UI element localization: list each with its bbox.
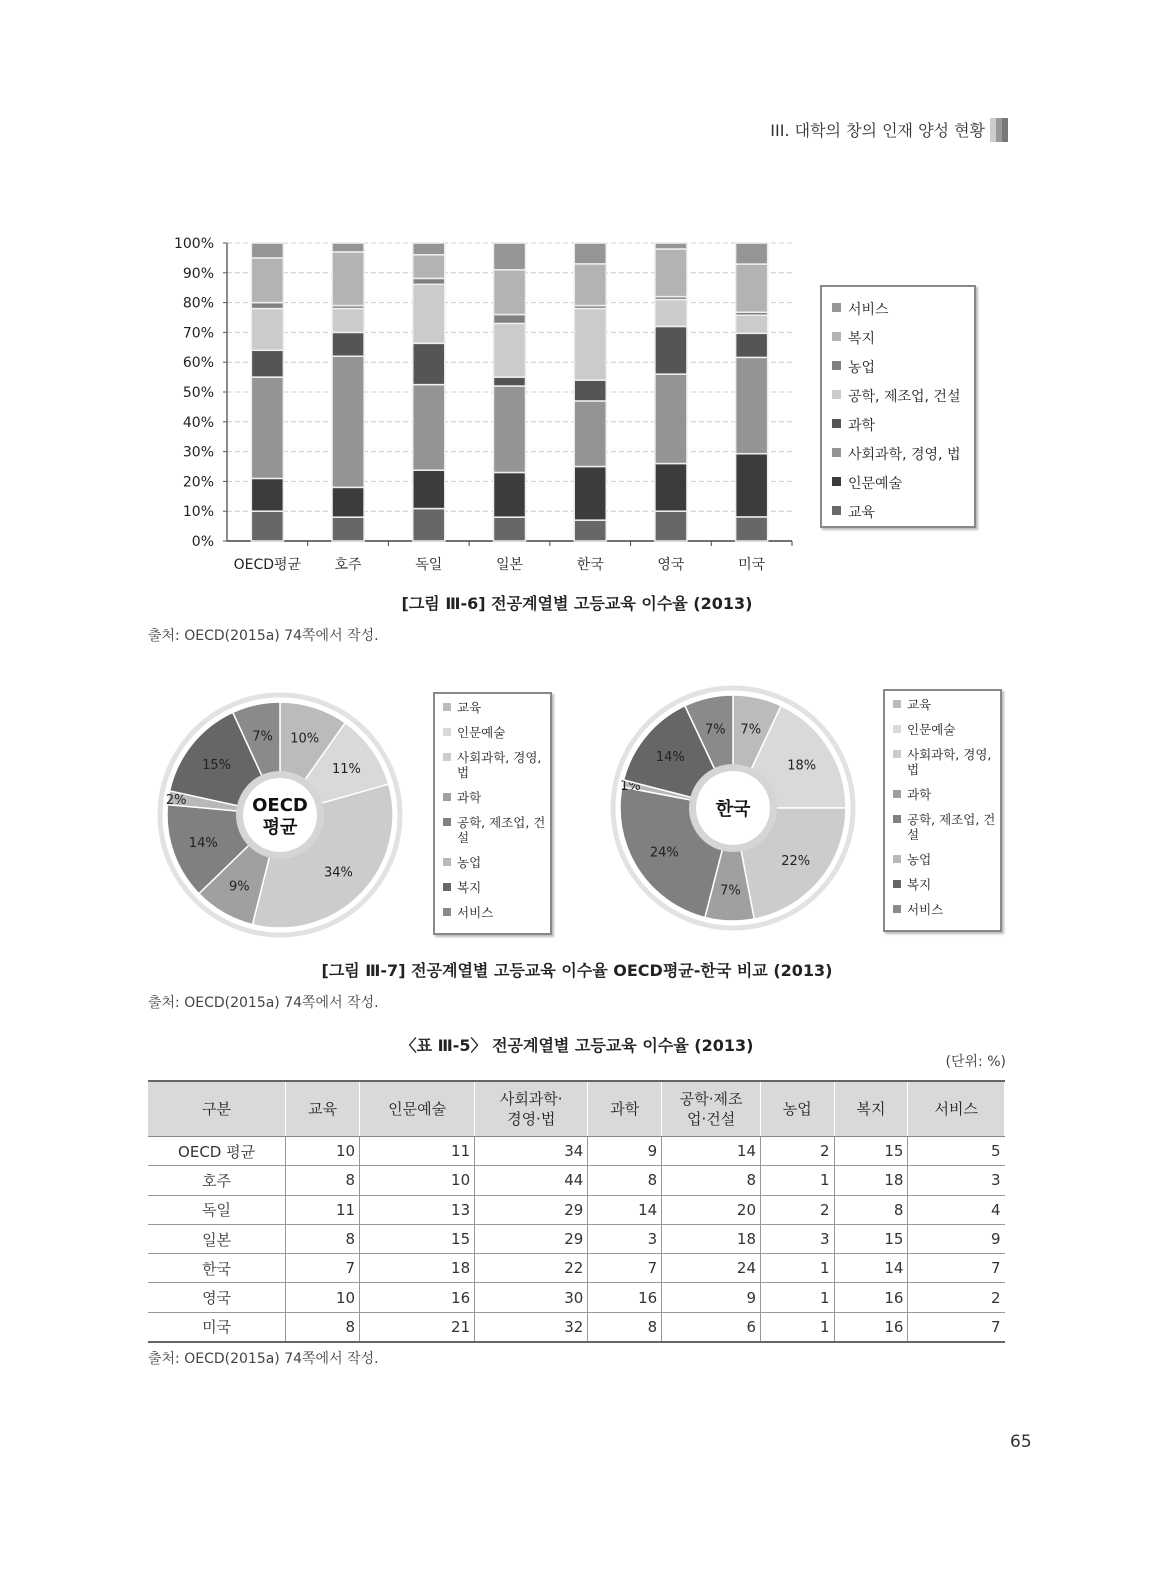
bar-segment <box>655 511 687 541</box>
pie-label: 14% <box>655 750 685 766</box>
legend-item <box>893 722 1000 737</box>
table-cell: 10 <box>286 1137 360 1166</box>
bar-segment <box>332 243 364 252</box>
pie-label: 14% <box>188 836 218 852</box>
table-row <box>148 1137 1005 1166</box>
table-row <box>148 1224 1005 1253</box>
table-row <box>148 1254 1005 1283</box>
legend-item <box>893 877 1000 892</box>
table-cell: 11 <box>286 1195 360 1224</box>
legend-item <box>832 328 974 348</box>
pie-label: 22% <box>781 853 811 869</box>
bar-segment <box>251 377 283 478</box>
legend-item <box>832 444 974 464</box>
legend-label: 사회과학, 경영, 법 <box>457 750 542 780</box>
legend-item <box>832 357 974 377</box>
legend-swatch <box>443 883 451 891</box>
bar-segment <box>251 478 283 511</box>
bar-segment <box>413 284 445 343</box>
oecd-pie-legend <box>433 692 552 935</box>
legend-item <box>443 855 550 870</box>
bar-segment <box>494 243 526 270</box>
legend-item <box>893 812 1000 842</box>
legend-item <box>832 502 974 522</box>
column-header: 인문예술 <box>360 1081 475 1137</box>
legend-label: 교육 <box>907 697 932 712</box>
table-cell: 4 <box>908 1195 1005 1224</box>
table-cell: 16 <box>360 1283 475 1312</box>
table-cell: 3 <box>588 1224 662 1253</box>
table-cell: 44 <box>475 1166 588 1195</box>
table-cell: 11 <box>360 1137 475 1166</box>
pie-label: 7% <box>720 883 741 899</box>
legend-item <box>893 697 1000 712</box>
running-header: III. 대학의 창의 인재 양성 현황 <box>770 121 985 140</box>
bar-segment <box>413 255 445 279</box>
x-tick-label: 일본 <box>495 557 524 573</box>
column-header: 교육 <box>286 1081 360 1137</box>
table-cell: 21 <box>360 1312 475 1342</box>
table-cell: 영국 <box>148 1283 286 1312</box>
legend-label: 과학 <box>907 787 932 802</box>
legend-label: 사회과학, 경영, 법 <box>907 747 992 777</box>
bar-segment <box>494 472 526 517</box>
bar-segment <box>574 309 606 381</box>
table-cell: 7 <box>908 1254 1005 1283</box>
bar-segment <box>736 243 768 264</box>
x-tick-label: 독일 <box>415 557 443 573</box>
legend-swatch <box>443 818 451 826</box>
bar-segment <box>655 464 687 512</box>
bar-chart-legend <box>820 285 976 528</box>
bar-segment <box>736 357 768 453</box>
column-header: 공학·제조 업·건설 <box>662 1081 761 1137</box>
y-tick-label: 70% <box>182 325 214 342</box>
x-tick-label: 미국 <box>738 557 766 573</box>
y-tick-label: 60% <box>182 355 214 372</box>
bar-segment <box>413 470 445 508</box>
table-cell: 8 <box>662 1166 761 1195</box>
y-tick-label: 80% <box>182 295 214 312</box>
y-tick-label: 90% <box>182 265 214 282</box>
y-tick-label: 50% <box>182 385 214 401</box>
y-tick-label: 10% <box>182 504 214 521</box>
legend-swatch <box>832 390 841 399</box>
bar-segment <box>332 332 364 356</box>
table-cell: 10 <box>360 1166 475 1195</box>
table-cell: 32 <box>475 1312 588 1342</box>
legend-item <box>443 905 550 920</box>
bar-segment <box>574 380 606 401</box>
legend-label: 교육 <box>457 700 482 715</box>
legend-label: 서비스 <box>907 902 944 917</box>
legend-swatch <box>893 815 901 823</box>
table-cell: 8 <box>588 1166 662 1195</box>
legend-label: 인문예술 <box>907 722 956 737</box>
table-cell: 8 <box>834 1195 908 1224</box>
bar-segment <box>494 386 526 472</box>
bar-segment <box>251 303 283 309</box>
bar-segment <box>655 326 687 374</box>
legend-swatch <box>443 858 451 866</box>
legend-swatch <box>893 855 901 863</box>
legend-swatch <box>443 728 451 736</box>
legend-swatch <box>443 793 451 801</box>
figure7-source: 출처: OECD(2015a) 74쪽에서 작성. <box>148 995 379 1011</box>
legend-swatch <box>832 332 841 341</box>
table-cell: 18 <box>834 1166 908 1195</box>
bar-segment <box>251 309 283 351</box>
table-cell: 1 <box>761 1312 835 1342</box>
legend-swatch <box>893 905 901 913</box>
pie-label: 24% <box>649 845 679 861</box>
legend-item <box>893 747 1000 777</box>
pie-center-label: 한국 <box>715 799 751 820</box>
table-cell: 호주 <box>148 1166 286 1195</box>
legend-swatch <box>832 506 841 515</box>
legend-swatch <box>893 750 901 758</box>
table-cell: 9 <box>908 1224 1005 1253</box>
bar-segment <box>332 487 364 517</box>
x-tick-label: 한국 <box>576 557 604 573</box>
column-header: 복지 <box>834 1081 908 1137</box>
pie-label: 15% <box>202 757 232 773</box>
table-cell: 18 <box>662 1224 761 1253</box>
bar-segment <box>574 401 606 467</box>
bar-segment <box>574 467 606 521</box>
pie-label: 1% <box>620 779 641 795</box>
table-cell: 9 <box>588 1137 662 1166</box>
bar-segment <box>251 511 283 541</box>
figure7-caption: [그림 Ⅲ-7] 전공계열별 고등교육 이수율 OECD평균-한국 비교 (2013) <box>321 961 833 980</box>
legend-label: 농업 <box>907 852 932 867</box>
table-row <box>148 1166 1005 1195</box>
pie-label: 34% <box>323 865 353 881</box>
korea-pie-legend <box>883 689 1002 932</box>
legend-item <box>443 725 550 740</box>
bar-segment <box>574 264 606 306</box>
pie-label: 9% <box>229 879 250 895</box>
table-cell: 1 <box>761 1283 835 1312</box>
legend-swatch <box>832 361 841 370</box>
table-cell: 7 <box>588 1254 662 1283</box>
table-cell: 8 <box>286 1312 360 1342</box>
pie-label: 10% <box>290 731 320 747</box>
bar-segment <box>494 377 526 386</box>
table-cell: 16 <box>588 1283 662 1312</box>
legend-label: 과학 <box>457 790 482 805</box>
bar-segment <box>251 350 283 377</box>
pie-center-label: OECD <box>252 795 308 816</box>
bar-segment <box>736 517 768 541</box>
legend-swatch <box>443 703 451 711</box>
legend-label: 공학, 제조업, 건설 <box>907 812 996 842</box>
pie-label: 7% <box>740 722 762 738</box>
x-tick-label: OECD평균 <box>233 557 302 573</box>
table-source: 출처: OECD(2015a) 74쪽에서 작성. <box>148 1351 379 1367</box>
legend-label: 사회과학, 경영, 법 <box>848 447 961 463</box>
y-tick-label: 40% <box>182 414 214 431</box>
table-cell: 16 <box>834 1283 908 1312</box>
table-cell: 8 <box>286 1224 360 1253</box>
table-cell: 한국 <box>148 1254 286 1283</box>
bar-segment <box>413 243 445 255</box>
table-row <box>148 1195 1005 1224</box>
pie-label: 18% <box>787 758 817 774</box>
legend-label: 서비스 <box>457 905 494 920</box>
legend-item <box>832 386 974 406</box>
table-cell: 9 <box>662 1283 761 1312</box>
table-cell: 3 <box>761 1224 835 1253</box>
bar-segment <box>574 520 606 541</box>
legend-item <box>832 415 974 435</box>
legend-label: 농업 <box>848 360 876 376</box>
legend-label: 인문예술 <box>848 476 903 492</box>
table-cell: 20 <box>662 1195 761 1224</box>
pie-label: 7% <box>704 722 726 738</box>
table-cell: 8 <box>286 1166 360 1195</box>
legend-swatch <box>832 419 841 428</box>
legend-item <box>893 787 1000 802</box>
legend-label: 교육 <box>848 505 876 521</box>
bar-segment <box>251 258 283 303</box>
legend-swatch <box>832 303 841 312</box>
legend-swatch <box>893 790 901 798</box>
bar-segment <box>494 323 526 377</box>
table-cell: 일본 <box>148 1224 286 1253</box>
legend-swatch <box>893 700 901 708</box>
bar-segment <box>736 333 768 357</box>
bar-segment <box>494 517 526 541</box>
y-tick-label: 0% <box>191 534 214 550</box>
table-cell: 18 <box>360 1254 475 1283</box>
y-tick-label: 20% <box>182 474 214 491</box>
data-table <box>148 1080 1005 1343</box>
legend-swatch <box>893 880 901 888</box>
page-number: 65 <box>1010 1432 1032 1452</box>
table-cell: 34 <box>475 1137 588 1166</box>
legend-item <box>443 750 550 780</box>
legend-item <box>893 852 1000 867</box>
legend-label: 복지 <box>848 331 876 347</box>
table-cell: 7 <box>908 1312 1005 1342</box>
table-cell: 2 <box>908 1283 1005 1312</box>
legend-item <box>443 880 550 895</box>
bar-segment <box>413 385 445 471</box>
table-cell: 7 <box>286 1254 360 1283</box>
bar-segment <box>332 252 364 306</box>
figure6-source: 출처: OECD(2015a) 74쪽에서 작성. <box>148 628 379 644</box>
table-cell: 6 <box>662 1312 761 1342</box>
legend-swatch <box>443 908 451 916</box>
bar-segment <box>574 243 606 264</box>
legend-item <box>832 299 974 319</box>
pie-label: 2% <box>165 792 187 808</box>
bar-segment <box>413 343 445 384</box>
bar-segment <box>332 309 364 333</box>
legend-item <box>832 473 974 493</box>
table-cell: 15 <box>834 1137 908 1166</box>
bar-segment <box>494 270 526 315</box>
legend-swatch <box>443 753 451 761</box>
legend-label: 공학, 제조업, 건설 <box>457 815 546 845</box>
x-tick-label: 호주 <box>334 557 362 573</box>
table-cell: 15 <box>834 1224 908 1253</box>
pie-label: 7% <box>252 729 273 745</box>
table-cell: 16 <box>834 1312 908 1342</box>
table-cell: 10 <box>286 1283 360 1312</box>
legend-label: 복지 <box>907 877 932 892</box>
legend-label: 복지 <box>457 880 482 895</box>
pie-center-label: 평균 <box>262 817 298 838</box>
legend-swatch <box>832 477 841 486</box>
legend-item <box>893 902 1000 917</box>
table-cell: 29 <box>475 1195 588 1224</box>
bar-segment <box>251 243 283 258</box>
bar-segment <box>736 264 768 312</box>
bar-segment <box>413 509 445 541</box>
legend-label: 과학 <box>848 418 876 434</box>
column-header: 서비스 <box>908 1081 1005 1137</box>
legend-label: 서비스 <box>848 302 889 318</box>
table-cell: 29 <box>475 1224 588 1253</box>
table-row <box>148 1312 1005 1342</box>
column-header: 사회과학· 경영·법 <box>475 1081 588 1137</box>
table-cell: 1 <box>761 1254 835 1283</box>
pie-label: 11% <box>331 761 361 777</box>
table-row <box>148 1283 1005 1312</box>
table-cell: 2 <box>761 1195 835 1224</box>
table-cell: 15 <box>360 1224 475 1253</box>
table-cell: 24 <box>662 1254 761 1283</box>
x-tick-label: 영국 <box>657 557 685 573</box>
bar-segment <box>494 315 526 324</box>
column-header: 과학 <box>588 1081 662 1137</box>
bar-segment <box>655 249 687 297</box>
bar-segment <box>332 356 364 487</box>
table-cell: 1 <box>761 1166 835 1195</box>
table-cell: 13 <box>360 1195 475 1224</box>
table-title: 〈표 Ⅲ-5〉 전공계열별 고등교육 이수율 (2013) <box>400 1036 754 1055</box>
table-cell: 14 <box>588 1195 662 1224</box>
bar-segment <box>332 517 364 541</box>
bar-segment <box>413 278 445 284</box>
table-cell: 30 <box>475 1283 588 1312</box>
table-cell: 3 <box>908 1166 1005 1195</box>
legend-item <box>443 815 550 845</box>
table-cell: 5 <box>908 1137 1005 1166</box>
bar-segment <box>655 243 687 249</box>
y-tick-label: 100% <box>173 236 214 252</box>
table-unit: (단위: %) <box>945 1054 1006 1070</box>
legend-label: 공학, 제조업, 건설 <box>848 389 961 405</box>
bar-segment <box>655 374 687 463</box>
bar-segment <box>736 454 768 517</box>
column-header: 농업 <box>761 1081 835 1137</box>
legend-swatch <box>832 448 841 457</box>
legend-item <box>443 790 550 805</box>
figure6-caption: [그림 Ⅲ-6] 전공계열별 고등교육 이수율 (2013) <box>401 594 753 613</box>
legend-item <box>443 700 550 715</box>
legend-label: 인문예술 <box>457 725 506 740</box>
table-cell: 14 <box>834 1254 908 1283</box>
legend-swatch <box>893 725 901 733</box>
table-cell: 14 <box>662 1137 761 1166</box>
bar-segment <box>736 315 768 333</box>
legend-label: 농업 <box>457 855 482 870</box>
table-cell: 22 <box>475 1254 588 1283</box>
table-cell: 미국 <box>148 1312 286 1342</box>
bar-segment <box>655 300 687 327</box>
table-cell: 2 <box>761 1137 835 1166</box>
table-cell: 8 <box>588 1312 662 1342</box>
y-tick-label: 30% <box>182 444 214 461</box>
table-cell: OECD 평균 <box>148 1137 286 1166</box>
column-header: 구분 <box>148 1081 286 1137</box>
table-cell: 독일 <box>148 1195 286 1224</box>
